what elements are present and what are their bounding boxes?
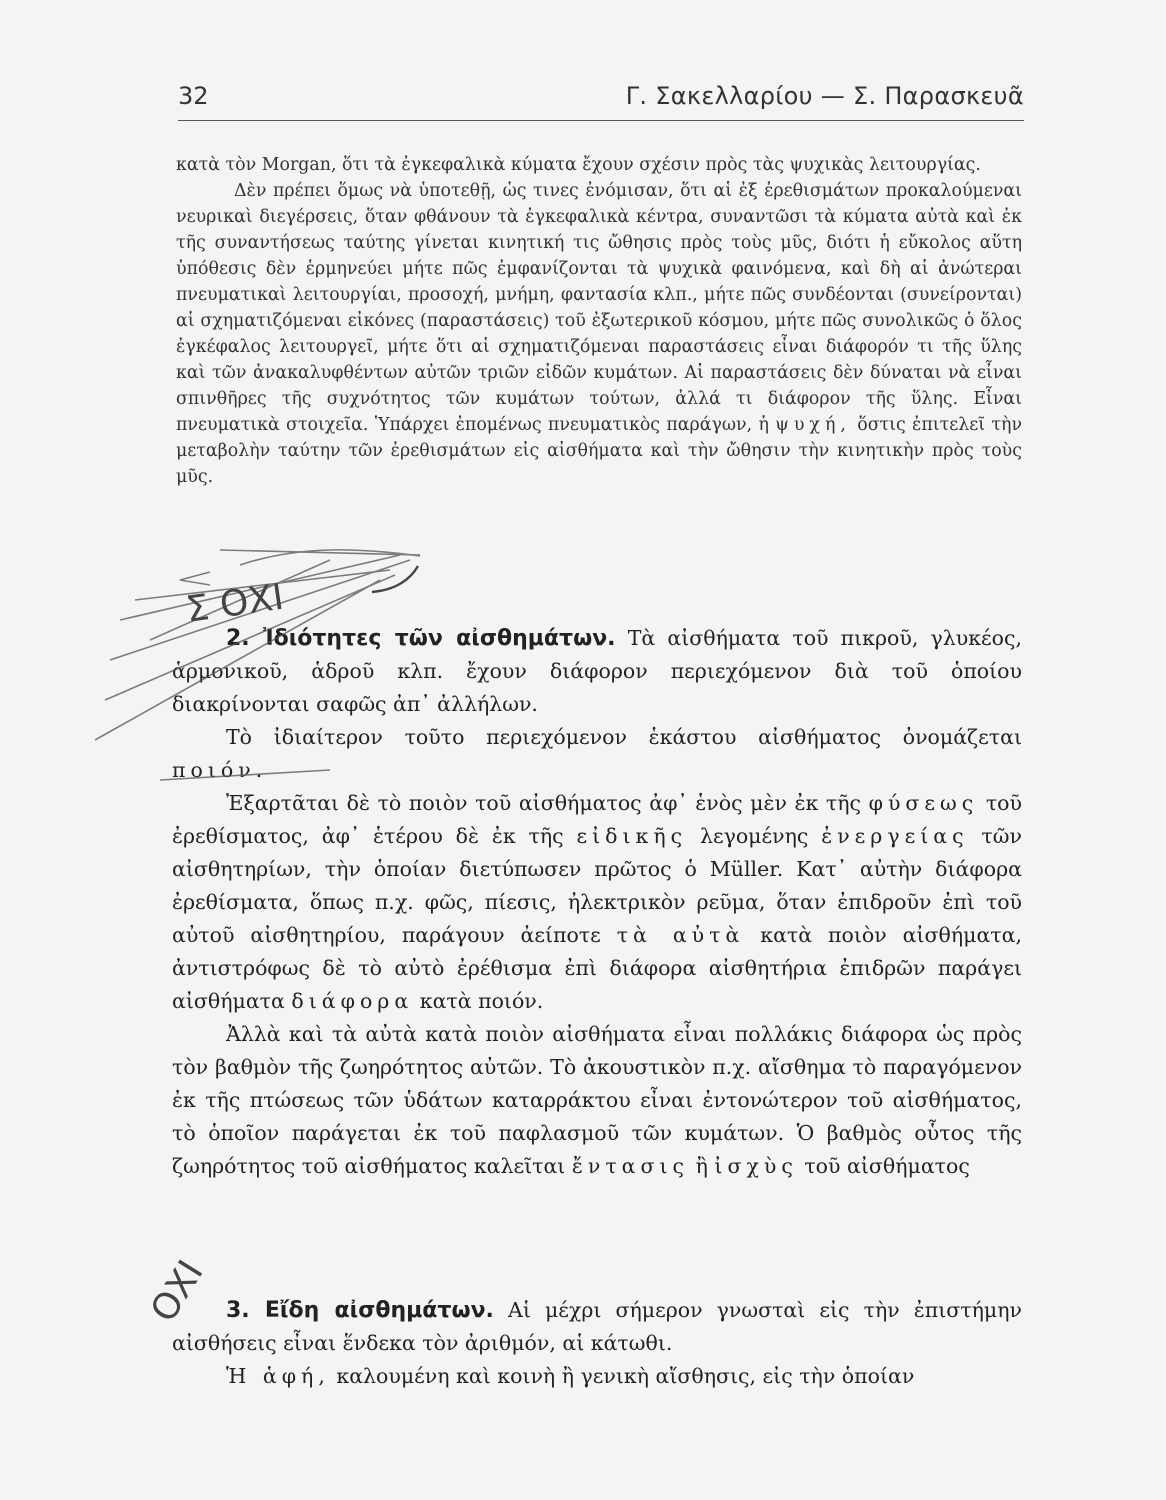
p4-text-a: Ἀλλὰ καὶ τὰ αὐτὰ κατὰ ποιὸν αἰσθήματα εἶναι πολλάκις διάφορα ὡς πρὸς τὸν βαθμὸν τῆς ζωηρότητος αὐτῶν. Τὸ ἀκουστικὸν π.χ. αἴσθημα τὸ παραγόμενον ἐκ τῆς πτώσεως τῶν ὑδάτων καταρράκτου εἶναι ἐντονώτερον τοῦ αἰσθήματος, τὸ ὁποῖον παράγεται ἐκ τοῦ παφλασμοῦ τῶν κυμάτων. Ὁ βαθμὸς οὗτος τῆς ζωηρότητος τοῦ αἰσθήματος καλεῖται [172, 1022, 1022, 1178]
section-3 [172, 1294, 1022, 1393]
section-2-paragraph-2 [172, 721, 1022, 787]
page-header [178, 82, 1024, 121]
term-diafora: διάφορα [291, 989, 414, 1013]
term-ta-afta: τὰ αὐτὰ [616, 923, 745, 947]
p4-text-b: ἢ [695, 1154, 708, 1178]
section-3-paragraph-2 [172, 1360, 1022, 1393]
page-number: 32 [178, 82, 209, 110]
section-2-heading: 2. Ἰδιότητες τῶν αἰσθημάτων. [226, 626, 616, 651]
term-ischys: ἰσχὺς [714, 1154, 798, 1178]
objection-end: ὅστις ἐπιτελεῖ τὴν μεταβολὴν ταύτην τῶν ἐρεθισμάτων εἰς αἰσθήματα καὶ τὴν ὤθησιν τὴν κινητικὴν πρὸς τοὺς μῦς. [176, 415, 1023, 487]
section-2-paragraph-4 [172, 1018, 1022, 1183]
pencil-note-1: Σ ΟΧΙ [183, 576, 287, 631]
p3-text-c: λεγομένης [699, 824, 809, 848]
section-3-p2-text: καλουμένη καὶ κοινὴ ἢ γενικὴ αἴσθησις, εἰς τὴν ὁποίαν [336, 1364, 915, 1388]
pencil-hook-mark [372, 566, 418, 592]
term-energeias: ἐνεργείας [821, 824, 969, 848]
term-physeos: φύσεως [868, 791, 979, 815]
section-3-paragraph-1 [172, 1294, 1022, 1360]
term-afi: Ἡ ἁφή, [226, 1364, 330, 1388]
term-poion: ποιόν. [172, 758, 268, 782]
term-psyche: ψυχή, [775, 415, 851, 435]
pencil-note-2: ΟΧΙ [143, 1253, 212, 1330]
p4-text-c: τοῦ αἰσθήματος [804, 1154, 970, 1178]
section-3-heading: 3. Εἴδη αἰσθημάτων. [226, 1298, 494, 1323]
p3-text-b: τοῦ ἐρεθίσματος, ἀφ᾿ ἑτέρου δὲ ἐκ τῆς [172, 791, 1022, 848]
small-print-block [176, 152, 1022, 490]
term-eidikis: εἰδικῆς [576, 824, 688, 848]
section-2-p2-text: Τὸ ἰδιαίτερον τοῦτο περιεχόμενον ἑκάστου αἰσθήματος ὀνομάζεται [226, 725, 1022, 749]
objection-text: Δὲν πρέπει ὅμως νὰ ὑποτεθῇ, ὡς τινες ἐνόμισαν, ὅτι αἱ ἐξ ἐρεθισμάτων προκαλούμεναι νευρικαὶ διεγέρσεις, ὅταν φθάνουν τὰ ἐγκεφαλικὰ κέντρα, συναντῶσι τὰ κύματα αὐτὰ καὶ ἐκ τῆς συναντήσεως ταύτης γίνεται κινητική τις ὤθησις πρὸς τοὺς μῦς, διότι ἡ εὔκολος αὕτη ὑπόθεσις δὲν ἑρμηνεύει μήτε πῶς ἐμφανίζονται τὰ ψυχικὰ φαινόμενα, καὶ δὴ αἱ ἀνώτεραι πνευματικαὶ λειτουργίαι, προσοχή, μνήμη, φαντασία κλπ., μήτε πῶς συνδέονται (συνείρονται) αἱ σχηματιζόμεναι εἰκόνες (παραστάσεις) τοῦ ἐξωτερικοῦ κόσμου, μήτε πῶς συνολικῶς ὁ ὅλος ἐγκέφαλος λειτουργεῖ, μήτε ὅτι αἱ σχηματιζόμεναι παραστάσεις εἶναι διάφορόν τι τῆς ὕλης καὶ τῶν ἀνακαλυφθέντων αὐτῶν τριῶν εἰδῶν κυμάτων. Αἱ παραστάσεις δὲν δύναται νὰ εἶναι σπινθῆρες τῆς συχνότητος τῶν κυμάτων τούτων, ἀλλά τι διάφορον τῆς ὕλης. Εἶναι πνευματικὰ στοιχεῖα. Ὑπάρχει ἑπομένως πνευματικὸς παράγων, ἡ [176, 181, 1022, 435]
p3-text-f: κατὰ ποιόν. [419, 989, 544, 1013]
paragraph-intro: κατὰ τὸν Morgan, ὅτι τὰ ἐγκεφαλικὰ κύματα ἔχουν σχέσιν πρὸς τὰς ψυχικὰς λειτουργίας. [176, 155, 981, 175]
section-2-paragraph-3 [172, 787, 1022, 1018]
section-2-paragraph-1 [172, 622, 1022, 721]
running-head: Γ. Σακελλαρίου — Σ. Παρασκευᾶ [625, 82, 1024, 110]
section-2-p1-text: Τὰ αἰσθήματα τοῦ πικροῦ, γλυκέος, ἁρμονικοῦ, ἁδροῦ κλπ. ἔχουν διάφορον περιεχόμενον διὰ τοῦ ὁποίου διακρίνονται σαφῶς ἀπ᾿ ἀλλήλων. [172, 626, 1022, 716]
p3-text-d: τῶν αἰσθητηρίων, τὴν ὁποίαν διετύπωσεν πρῶτος ὁ Müller. Κατ᾿ αὐτὴν διάφορα ἐρεθίσματα, ὅπως π.χ. φῶς, πίεσις, ἠλεκτρικὸν ρεῦμα, ὅταν ἐπιδροῦν ἐπὶ τοῦ αὐτοῦ αἰσθητηρίου, παράγουν ἀείποτε [172, 824, 1022, 947]
paragraph-objection [176, 178, 1022, 490]
term-entasis: ἔντασις [571, 1154, 690, 1178]
section-2 [172, 622, 1022, 1183]
section-3-p1-text: Αἱ μέχρι σήμερον γνωσταὶ εἰς τὴν ἐπιστήμην αἰσθήσεις εἶναι ἕνδεκα τὸν ἀριθμόν, αἱ κάτωθι. [172, 1298, 1022, 1355]
p3-text-a: Ἐξαρτᾶται δὲ τὸ ποιὸν τοῦ αἰσθήματος ἀφ᾿ ἑνὸς μὲν ἐκ τῆς [226, 791, 862, 815]
p3-text-e: κατὰ ποιὸν αἰσθήματα, ἀντιστρόφως δὲ τὸ αὐτὸ ἐρέθισμα ἐπὶ διάφορα αἰσθητήρια ἐπιδρῶν παράγει αἰσθήματα [172, 923, 1022, 1013]
